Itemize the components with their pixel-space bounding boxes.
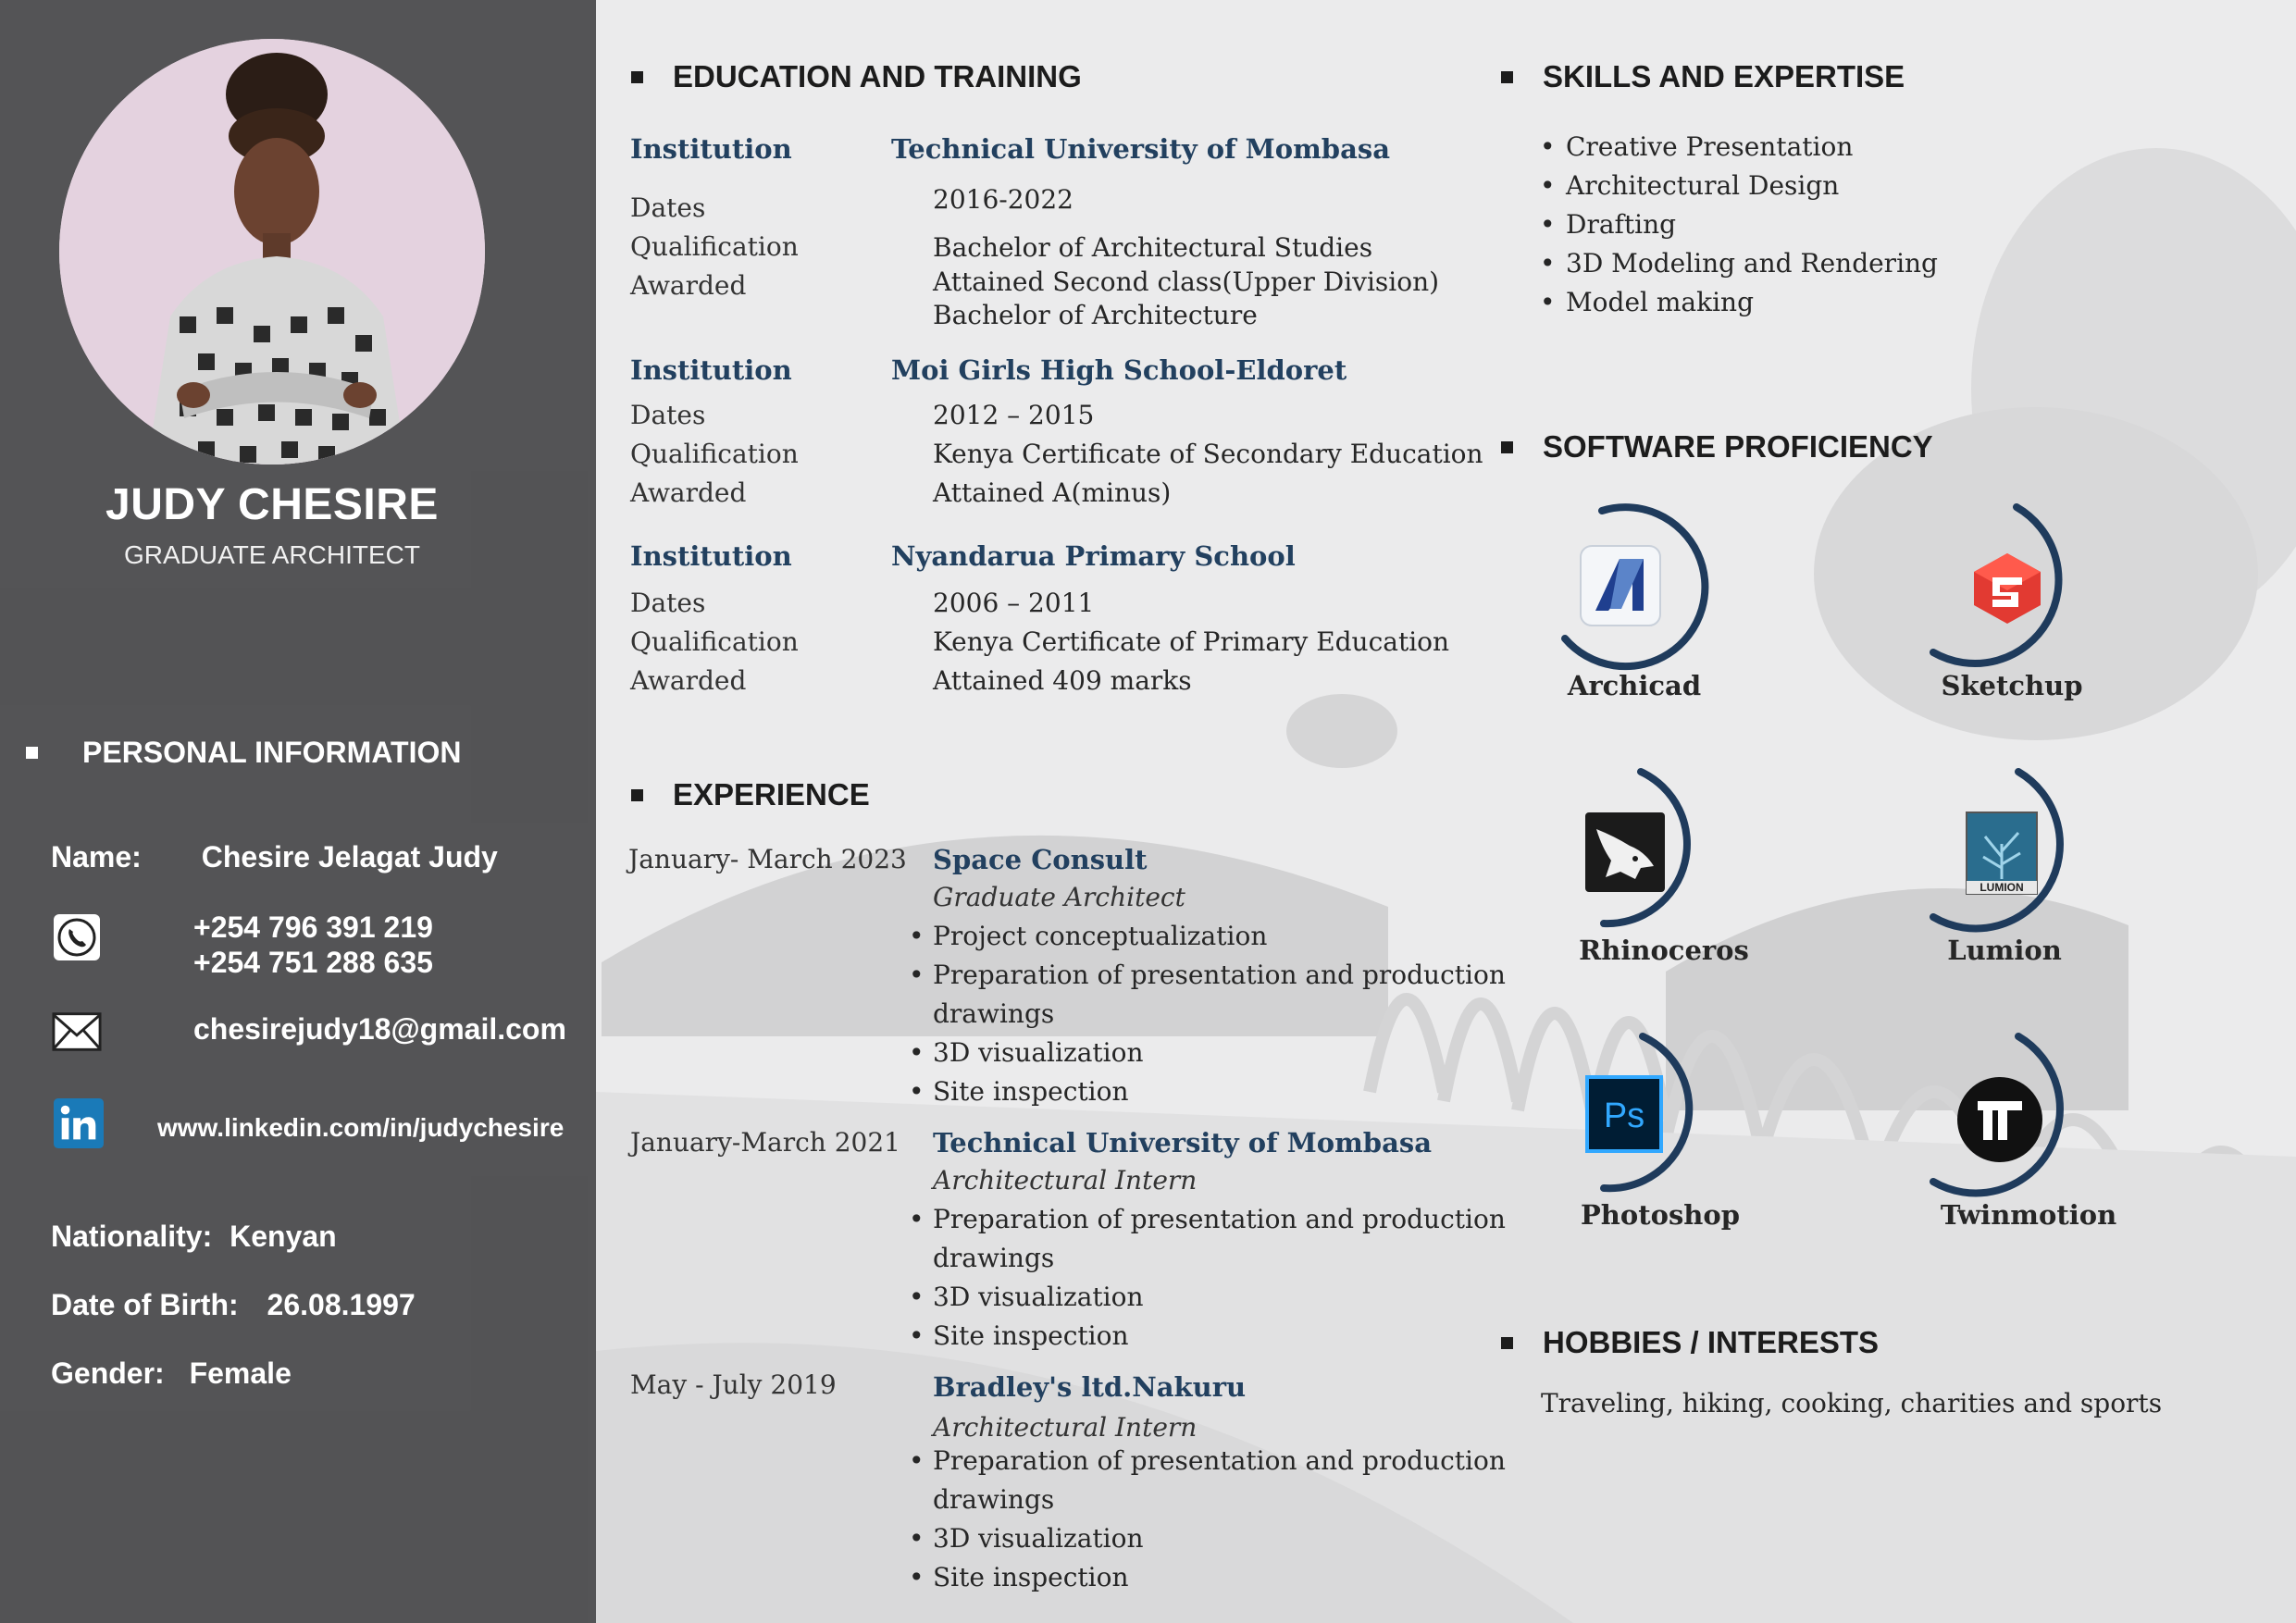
software-lumion [1915,764,2109,977]
experience-period: January- March 2023 [628,844,907,874]
nationality-value: Kenyan [230,1220,337,1253]
awarded-label: Awarded [630,270,747,301]
skill-item: • 3D Modeling and Rendering [1540,244,1938,283]
dob-label: Date of Birth: [51,1288,239,1321]
skills-list [1540,128,1938,322]
experience-company: Space Consult [933,844,1148,875]
sidebar [0,0,596,1623]
institution-name: Moi Girls High School-Eldoret [891,354,1347,386]
gender-row [51,1357,292,1391]
education-dates: 2016-2022 [933,184,1074,215]
experience-period: January-March 2021 [630,1127,900,1158]
photoshop-icon [1585,1075,1663,1153]
institution-label: Institution [630,540,792,572]
education-awarded-1: Attained Second class(Upper Division) [933,266,1440,297]
experience-role: Architectural Intern [933,1412,1198,1443]
software-name: Lumion [1947,935,2062,966]
software-sketchup [1915,500,2109,712]
duty-item: • 3D visualization [909,1278,1506,1317]
email-icon [52,1007,102,1057]
duty-item: • 3D visualization [909,1034,1506,1072]
institution-name: Technical University of Mombasa [891,133,1390,165]
phone-number-2[interactable]: +254 751 288 635 [193,946,433,979]
duty-item: • 3D visualization [909,1519,1506,1558]
experience-company: Bradley's ltd.Nakuru [933,1371,1247,1403]
heading-bullet [26,747,38,759]
twinmotion-icon [1955,1075,2044,1164]
heading-bullet [1501,1337,1513,1349]
software-rhinoceros [1548,764,1749,977]
education-awarded-1: Attained A(minus) [933,477,1172,508]
experience-period: May - July 2019 [630,1369,837,1400]
duty-item: • Preparation of presentation and production [909,956,1506,995]
dates-label: Dates [630,400,706,430]
institution-name: Nyandarua Primary School [891,540,1296,572]
rhinoceros-icon [1583,811,1667,894]
svg-text:LUMION: LUMION [1980,881,2024,894]
software-name: Photoshop [1580,1199,1740,1231]
skill-item: • Model making [1540,283,1938,322]
duty-item: • Site inspection [909,1072,1506,1111]
experience-duties [909,1200,1506,1356]
phone-number-1[interactable]: +254 796 391 219 [193,911,433,944]
heading-bullet [631,789,643,801]
nationality-label: Nationality: [51,1220,213,1253]
candidate-name: JUDY CHESIRE [105,480,439,529]
education-awarded-1: Attained 409 marks [933,665,1192,696]
heading-bullet [1501,441,1513,453]
gender-label: Gender: [51,1357,165,1390]
education-qualification: Kenya Certificate of Secondary Education [933,439,1483,469]
experience-company: Technical University of Mombasa [933,1127,1432,1158]
qualification-label: Qualification [630,439,799,469]
awarded-label: Awarded [630,665,747,696]
gender-value: Female [189,1357,292,1390]
software-name: Rhinoceros [1579,935,1749,966]
personal-info-heading-text: PERSONAL INFORMATION [82,736,462,769]
skill-item: • Architectural Design [1540,167,1938,205]
software-photoshop [1548,1029,1743,1242]
profile-photo [59,39,485,465]
linkedin-icon [54,1098,104,1148]
duty-item-continuation: drawings [933,1243,1055,1273]
experience-heading [631,777,870,812]
linkedin-url[interactable]: www.linkedin.com/in/judychesire [157,1113,565,1142]
dob-value: 26.08.1997 [267,1288,416,1321]
skill-item: • Creative Presentation [1540,128,1938,167]
education-heading-text: EDUCATION AND TRAINING [673,59,1082,93]
duty-item: • Project conceptualization [909,917,1506,956]
education-qualification: Kenya Certificate of Primary Education [933,626,1450,657]
software-heading-text: SOFTWARE PROFICIENCY [1543,429,1933,464]
duty-item: • Preparation of presentation and production [909,1200,1506,1239]
duty-item: • Site inspection [909,1558,1506,1597]
hobbies-text: Traveling, hiking, cooking, charities and sports [1541,1388,2163,1419]
archicad-icon [1579,544,1662,627]
skills-heading-text: SKILLS AND EXPERTISE [1543,59,1905,93]
nationality-row [51,1220,337,1254]
institution-label: Institution [630,133,792,165]
skills-heading [1501,59,1905,94]
software-name: Sketchup [1941,670,2083,701]
software-name: Twinmotion [1940,1199,2117,1231]
qualification-label: Qualification [630,231,799,262]
name-value: Chesire Jelagat Judy [201,840,498,873]
software-archicad [1537,500,1731,712]
sketchup-icon [1968,550,2046,627]
dates-label: Dates [630,588,706,618]
software-name: Archicad [1567,670,1702,701]
experience-duties [909,917,1506,1111]
duty-item-continuation: drawings [933,998,1055,1029]
skill-item: • Drafting [1540,205,1938,244]
experience-role: Graduate Architect [933,882,1185,912]
education-qualification: Bachelor of Architectural Studies [933,232,1373,263]
software-heading [1501,429,1933,465]
education-awarded-2: Bachelor of Architecture [933,300,1258,330]
svg-text:Ps: Ps [1603,1096,1645,1135]
qualification-label: Qualification [630,626,799,657]
education-dates: 2006 – 2011 [933,588,1095,618]
name-row [51,840,498,874]
hobbies-heading-text: HOBBIES / INTERESTS [1543,1325,1880,1359]
lumion-icon [1965,811,2039,896]
phone-icon [52,912,102,962]
main-content [596,0,2296,1623]
experience-role: Architectural Intern [933,1165,1198,1196]
personal-info-heading [26,736,461,770]
software-twinmotion [1915,1029,2117,1242]
experience-duties [909,1442,1506,1597]
email-address[interactable]: chesirejudy18@gmail.com [193,1012,566,1046]
experience-heading-text: EXPERIENCE [673,777,870,812]
candidate-title: GRADUATE ARCHITECT [124,540,420,569]
institution-label: Institution [630,354,792,386]
name-label: Name: [51,840,142,873]
dob-row [51,1288,416,1322]
duty-item: • Site inspection [909,1317,1506,1356]
duty-item: • Preparation of presentation and production [909,1442,1506,1481]
phone-numbers [193,910,433,980]
education-heading [631,59,1082,94]
heading-bullet [631,71,643,83]
awarded-label: Awarded [630,477,747,508]
duty-item-continuation: drawings [933,1484,1055,1515]
education-dates: 2012 – 2015 [933,400,1095,430]
dates-label: Dates [630,192,706,223]
heading-bullet [1501,71,1513,83]
hobbies-heading [1501,1325,1879,1360]
